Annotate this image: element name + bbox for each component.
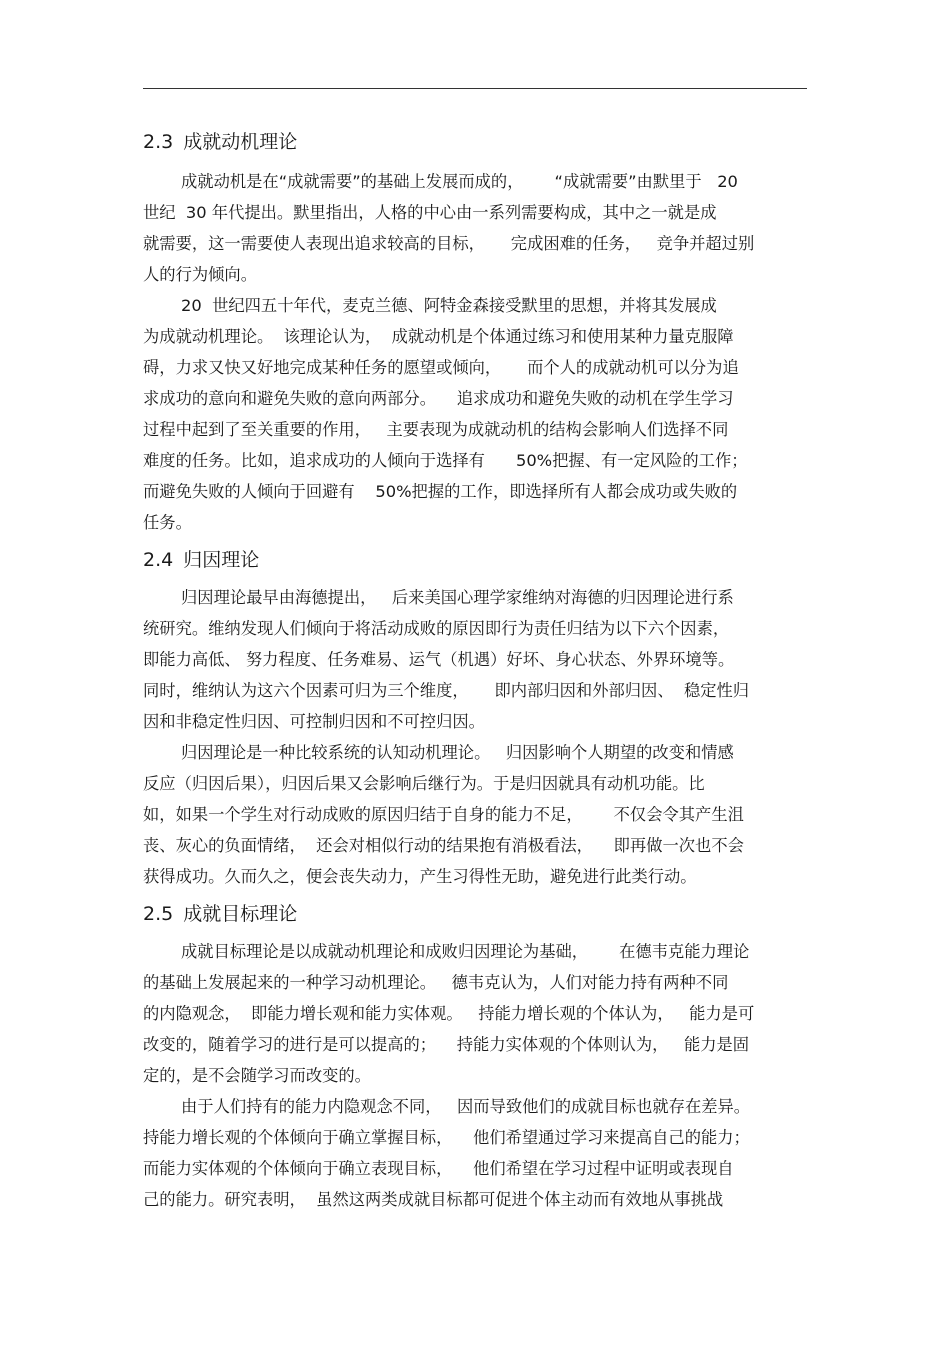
text-line: 人的行为倾向。 — [143, 265, 257, 284]
text-line: 而能力实体观的个体倾向于确立表现目标， 他们希望在学习过程中证明或表现自 — [143, 1159, 734, 1178]
text-line: 因和非稳定性归因、可控制归因和不可控归因。 — [143, 712, 485, 731]
section-title: 归因理论 — [183, 549, 260, 571]
text-line: 20 世纪四五十年代，麦克兰德、阿特金森接受默里的思想，并将其发展成 — [181, 296, 717, 315]
text-line: 世纪 30 年代提出。默里指出，人格的中心由一系列需要构成，其中之一就是成 — [143, 203, 717, 222]
text-line: 统研究。维纳发现人们倾向于将活动成败的原因即行为责任归结为以下六个因素， — [143, 619, 730, 638]
text-line: 碍，力求又快又好地完成某种任务的愿望或倾向， 而个人的成就动机可以分为追 — [143, 358, 739, 377]
text-line: 难度的任务。比如，追求成功的人倾向于选择有 50%把握、有一定风险的工作； — [143, 451, 748, 470]
text-line: 成就动机是在“成就需要”的基础上发展而成的， “成就需要”由默里于 20 — [181, 172, 738, 191]
text-line: 同时，维纳认为这六个因素可归为三个维度， 即内部归因和外部归因、 稳定性归 — [143, 681, 750, 700]
section-heading — [143, 128, 809, 156]
text-line: 改变的，随着学习的进行是可以提高的； 持能力实体观的个体则认为， 能力是固 — [143, 1035, 750, 1054]
text-line: 如，如果一个学生对行动成败的原因归结于自身的能力不足， 不仅会令其产生沮 — [143, 805, 744, 824]
header-rule — [143, 88, 807, 89]
text-line: 获得成功。久而久之，便会丧失动力，产生习得性无助，避免进行此类行动。 — [143, 867, 697, 886]
text-line: 成就目标理论是以成就动机理论和成败归因理论为基础， 在德韦克能力理论 — [181, 942, 750, 961]
text-line: 定的，是不会随学习而改变的。 — [143, 1066, 371, 1085]
paragraph — [143, 582, 809, 737]
section-number: 2.4 — [143, 549, 174, 571]
text-line: 的内隐观念， 即能力增长观和能力实体观。 持能力增长观的个体认为， 能力是可 — [143, 1004, 755, 1023]
text-line: 反应（归因后果），归因后果又会影响后继行为。于是归因就具有动机功能。比 — [143, 774, 705, 793]
text-line: 的基础上发展起来的一种学习动机理论。 德韦克认为，人们对能力持有两种不同 — [143, 973, 729, 992]
text-line: 就需要，这一需要使人表现出追求较高的目标， 完成困难的任务， 竞争并超过别 — [143, 234, 755, 253]
section-heading — [143, 900, 809, 928]
section-title: 成就动机理论 — [183, 131, 298, 153]
text-line: 归因理论是一种比较系统的认知动机理论。 归因影响个人期望的改变和情感 — [181, 743, 734, 762]
text-line: 丧、灰心的负面情绪， 还会对相似行动的结果抱有消极看法， 即再做一次也不会 — [143, 836, 744, 855]
text-line: 归因理论最早由海德提出， 后来美国心理学家维纳对海德的归因理论进行系 — [181, 588, 734, 607]
text-line: 求成功的意向和避免失败的意向两部分。 追求成功和避免失败的动机在学生学习 — [143, 389, 734, 408]
paragraph — [143, 737, 809, 892]
text-line: 持能力增长观的个体倾向于确立掌握目标， 他们希望通过学习来提高自己的能力； — [143, 1128, 750, 1147]
section-number: 2.3 — [143, 131, 174, 153]
text-line: 为成就动机理论。 该理论认为， 成就动机是个体通过练习和使用某种力量克服障 — [143, 327, 734, 346]
section-heading — [143, 546, 809, 574]
text-line: 己的能力。研究表明， 虽然这两类成就目标都可促进个体主动而有效地从事挑战 — [143, 1190, 724, 1209]
text-line: 过程中起到了至关重要的作用， 主要表现为成就动机的结构会影响人们选择不同 — [143, 420, 729, 439]
paragraph — [143, 290, 809, 538]
section-title: 成就目标理论 — [183, 903, 298, 925]
paragraph — [143, 166, 809, 290]
section-number: 2.5 — [143, 903, 174, 925]
paragraph — [143, 936, 809, 1091]
text-line: 而避免失败的人倾向于回避有 50%把握的工作，即选择所有人都会成功或失败的 — [143, 482, 738, 501]
document-body — [143, 128, 809, 1215]
paragraph — [143, 1091, 809, 1215]
text-line: 即能力高低、 努力程度、任务难易、运气（机遇）好坏、身心状态、外界环境等。 — [143, 650, 735, 669]
text-line: 由于人们持有的能力内隐观念不同， 因而导致他们的成就目标也就存在差异。 — [181, 1097, 751, 1116]
text-line: 任务。 — [143, 513, 192, 532]
